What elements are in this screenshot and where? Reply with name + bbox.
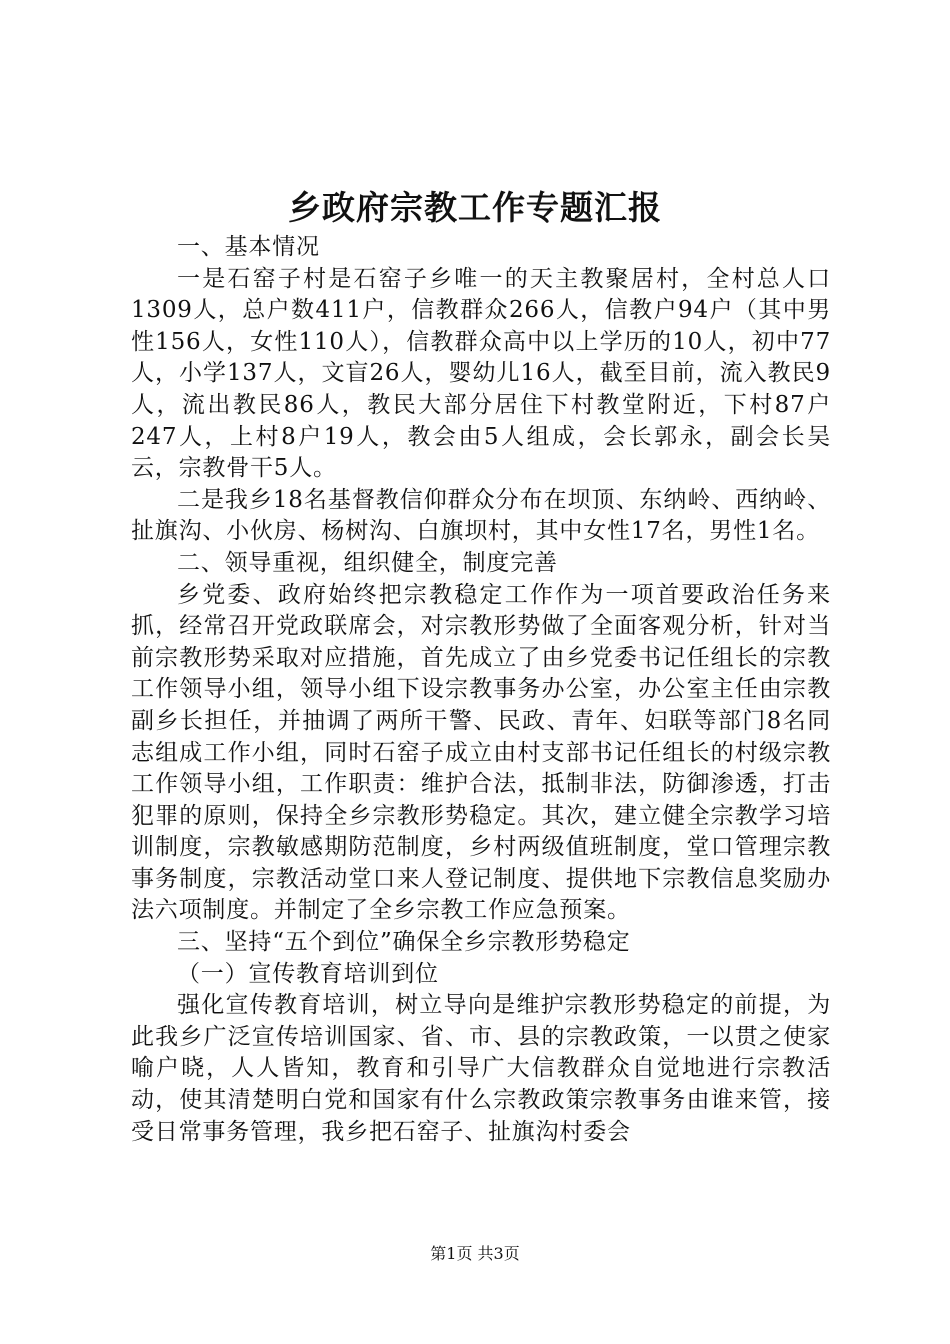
paragraph-shiyaozi-village: 一是石窑子村是石窑子乡唯一的天主教聚居村，全村总人口1309人，总户数411户，信教群众266人，信教户94户（其中男性156人，女性110人），信教群众高中以上学历的10人，初中77人，小学137人，文盲26人，婴幼儿16人，截至目前，流入教民9人，流出教民86人，教民大部分居住下村教堂附近，下村87户247人，上村8户19人，教会由5人组成，会长郭永，副会长吴云，宗教骨干5人。 <box>131 265 831 482</box>
document-title: 乡政府宗教工作专题汇报 <box>288 188 662 227</box>
section-heading-five-in-place: 三、坚持“五个到位”确保全乡宗教形势稳定 <box>177 929 631 956</box>
paragraph-christian-believers: 二是我乡18名基督教信仰群众分布在坝顶、东纳岭、西纳岭、扯旗沟、小伙房、杨树沟、白旗坝村，其中女性17名，男性1名。 <box>131 486 831 545</box>
section-heading-leadership: 二、领导重视，组织健全，制度完善 <box>177 549 558 576</box>
paragraph-publicity: 强化宣传教育培训，树立导向是维护宗教形势稳定的前提，为此我乡广泛宣传培训国家、省、市、县的宗教政策，一以贯之使家喻户晓，人人皆知，教育和引导广大信教群众自觉地进行宗教活动，使其清楚明白党和国家有什么宗教政策宗教事务由谁来管，接受日常事务管理，我乡把石窑子、扯旗沟村委会 <box>131 992 831 1145</box>
page-number: 第1页 共3页 <box>430 1244 520 1263</box>
section-heading-basic-situation: 一、基本情况 <box>177 234 320 260</box>
subsection-heading-publicity: （一）宣传教育培训到位 <box>177 960 439 987</box>
document-body <box>131 232 831 1148</box>
paragraph-leadership: 乡党委、政府始终把宗教稳定工作作为一项首要政治任务来抓，经常召开党政联席会，对宗教形势做了全面客观分析，针对当前宗教形势采取对应措施，首先成立了由乡党委书记任组长的宗教工作领导小组，领导小组下设宗教事务办公室，办公室主任由宗教副乡长担任，并抽调了两所干警、民政、青年、妇联等部门8名同志组成工作小组，同时石窑子成立由村支部书记任组长的村级宗教工作领导小组，工作职责：维护合法，抵制非法，防御渗透，打击犯罪的原则，保持全乡宗教形势稳定。其次，建立健全宗教学习培训制度，宗教敏感期防范制度，乡村两级值班制度，堂口管理宗教事务制度，宗教活动堂口来人登记制度、提供地下宗教信息奖励办法六项制度。并制定了全乡宗教工作应急预案。 <box>131 581 831 924</box>
